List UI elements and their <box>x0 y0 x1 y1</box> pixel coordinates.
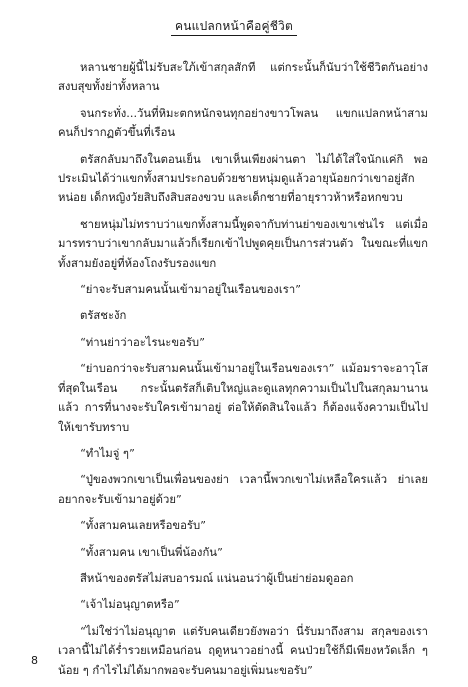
paragraph: สีหน้าของตรัสไม่สบอารมณ์ แน่นอนว่าผู้เป็นย่าย่อมดูออก <box>80 571 354 585</box>
paragraph: “เจ้าไม่อนุญาตหรือ” <box>80 598 180 612</box>
running-header <box>0 18 468 36</box>
paragraph: หลานชายผู้นี้ไม่รับสะใภ้เข้าสกุลสักที แต่กระนั้นก็นับว่าใช้ชีวิตกันอย่างสงบสุขทั้งย่าทั้งหลาน <box>58 61 428 94</box>
paragraph: ตรัสกลับมาถึงในตอนเย็น เขาเห็นเพียงผ่านตา ไม่ได้ใส่ใจนักแค่กิ พอประเมินได้ว่าแขกทั้งสามประกอบด้วยชายหนุ่มดูแล้วอายุน้อยกว่าเขาอยู่สักหน่อย เด็กหญิงวัยสิบถึงสิบสองขวบ และเด็กชายที่อายุราวห้าหรือหกขวบ <box>58 152 428 205</box>
paragraph: “ท่านย่าว่าอะไรนะขอรับ” <box>80 335 205 349</box>
paragraph: “ปู่ของพวกเขาเป็นเพื่อนของย่า เวลานี้พวกเขาไม่เหลือใครแล้ว ย่าเลยอยากจะรับเข้ามาอยู่ด้วย” <box>58 473 428 506</box>
paragraph: จนกระทั่ง...วันที่หิมะตกหนักจนทุกอย่างขาวโพลน แขกแปลกหน้าสามคนก็ปรากฏตัวขึ้นที่เรือน <box>58 106 428 140</box>
paragraph: “ทำไมจู่ ๆ” <box>80 446 135 460</box>
paragraph: “ย่าบอกว่าจะรับสามคนนั้นเข้ามาอยู่ในเรือนของเรา” แม้อมราจะอาวุโสที่สุดในเรือน กระนั้นตรัสก็เติบใหญ่และดูแลทุกความเป็นไปในสกุลมานานแล้ว การที่นางจะรับใครเข้ามาอยู่ ต่อให้ตัดสินใจแล้ว ก็ต้องแจ้งความเป็นไปให้เขารับทราบ <box>58 362 428 434</box>
paragraph: ชายหนุ่มไม่ทราบว่าแขกทั้งสามนี้พูดจากับท่านย่าของเขาเช่นไร แต่เมื่อมารทราบว่าเขากลับมาแล้วก็เรียกเข้าไปพูดคุยเป็นการส่วนตัว ในขณะที่แขกทั้งสามยังอยู่ที่ห้องโถงรับรองแขก <box>58 217 428 270</box>
paragraph: “ย่าจะรับสามคนนั้นเข้ามาอยู่ในเรือนของเรา” <box>80 283 301 297</box>
page-number: 8 <box>31 654 38 667</box>
paragraph: ตรัสชะงัก <box>80 309 127 323</box>
paragraph: “ทั้งสามคน เขาเป็นพี่น้องกัน” <box>80 545 223 559</box>
paragraph: “ทั้งสามคนเลยหรือขอรับ” <box>80 519 206 533</box>
body-text <box>58 58 428 687</box>
paragraph: “ไม่ใช่ว่าไม่อนุญาต แต่รับคนเดียวยังพอว่า นี่รับมาถึงสาม สกุลของเราเวลานี้ไม่ได้ร่ำรวยเหมือนก่อน ฤดูหนาวอย่างนี้ คนป่วยใช้ก็มีเพียงหวัดเล็ก ๆ น้อย ๆ กำไรไม่ได้มากพอจะรับคนมาอยู่เพิ่มนะขอรับ” <box>58 624 428 677</box>
header-title: คนแปลกหน้าคือคู่ชีวิต <box>171 18 297 36</box>
